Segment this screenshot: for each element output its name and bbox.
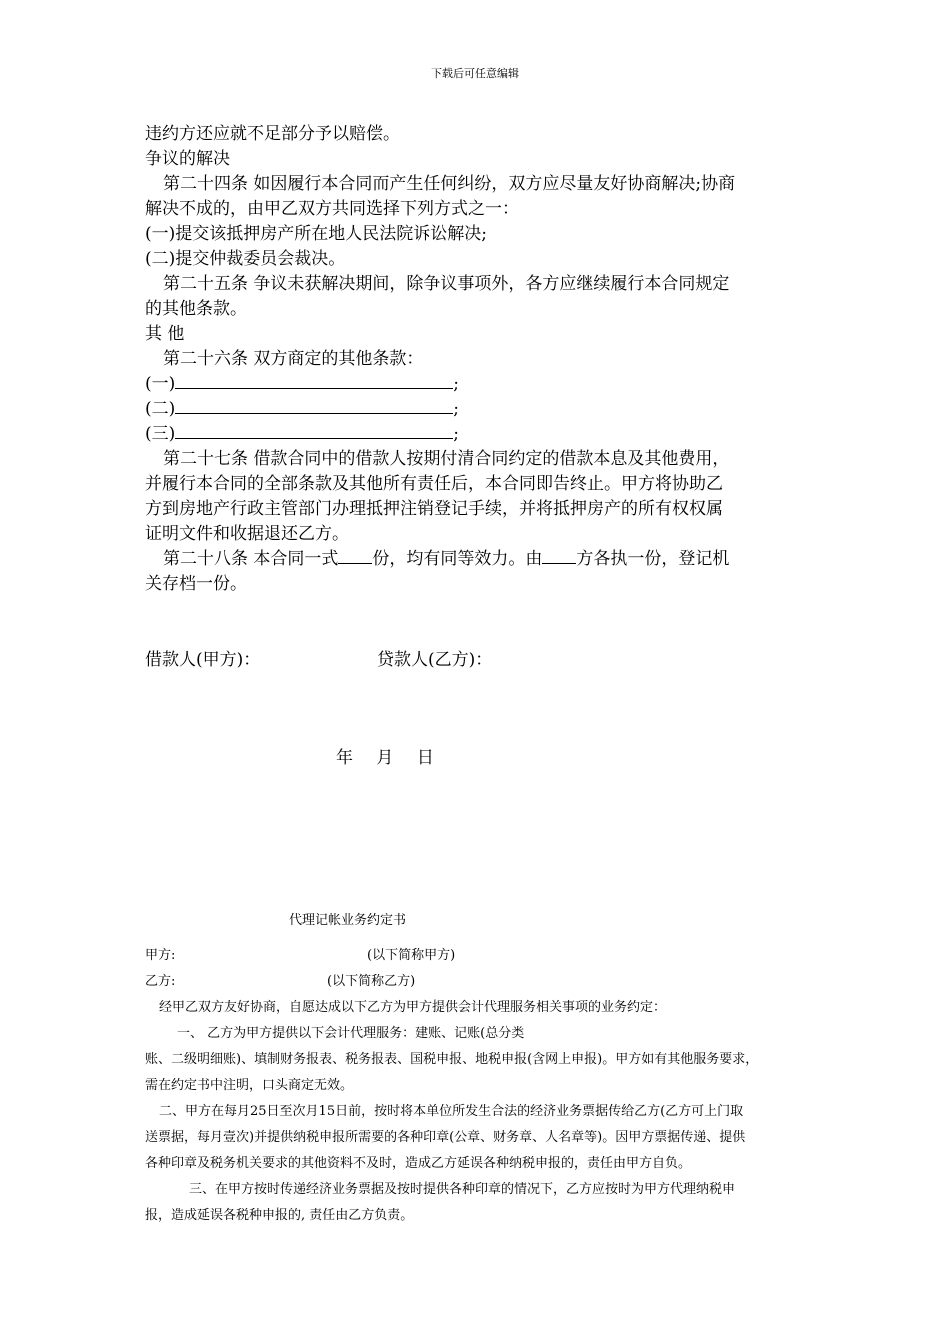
party-blank[interactable] — [542, 547, 576, 564]
contract-clauses — [145, 122, 817, 597]
clause-2-line-3: 各种印章及税务机关要求的其他资料不及时，造成乙方延误各种纳税申报的，责任由甲方自负。 — [145, 1156, 692, 1171]
other-term-2-label: (二) — [145, 399, 176, 419]
article-28-part-1: 第二十八条 本合同一式 — [163, 549, 339, 569]
article-24-line-2: 解决不成的，由甲乙双方共同选择下列方式之一： — [145, 199, 519, 219]
article-26: 第二十六条 双方商定的其他条款： — [163, 349, 424, 369]
clause-1-line-3: 需在约定书中注明，口头商定无效。 — [145, 1078, 354, 1093]
clause-3-line-2: 报，造成延误各税种申报的, 责任由乙方负责。 — [145, 1208, 414, 1223]
section-heading-dispute: 争议的解决 — [145, 149, 230, 169]
agreement-body — [145, 943, 817, 1229]
other-term-1 — [145, 372, 817, 397]
breach-compensation-line: 违约方还应就不足部分予以赔偿。 — [145, 124, 400, 144]
date-month: 月 — [376, 748, 396, 768]
party-a-note: (以下简称甲方) — [367, 948, 456, 963]
article-27-line-2: 并履行本合同的全部条款及其他所有责任后，本合同即告终止。甲方将协助乙 — [145, 474, 723, 494]
party-a-line — [145, 943, 817, 969]
date-year: 年 — [336, 748, 355, 768]
clause-2-line-2: 送票据，每月壹次)并提供纳税申报所需要的各种印章(公章、财务章、人名章等)。因甲方票据传递、提供 — [145, 1130, 746, 1145]
agreement-title: 代理记帐业务约定书 — [289, 913, 407, 928]
other-term-1-label: (一) — [145, 374, 176, 394]
semicolon: ; — [453, 399, 459, 419]
article-27-line-3: 方到房地产行政主管部门办理抵押注销登记手续，并将抵押房产的所有权权属 — [145, 499, 723, 519]
signature-block — [145, 648, 817, 673]
clause-1-line-1: 一、 乙方为甲方提供以下会计代理服务：建账、记账(总分类 — [177, 1026, 525, 1041]
semicolon: ; — [453, 374, 459, 394]
borrower-label: 借款人(甲方)： — [145, 650, 261, 670]
article-28-part-3: 方各执一份，登记机 — [576, 549, 730, 569]
dispute-option-2: (二)提交仲裁委员会裁决。 — [145, 249, 346, 269]
party-b-line — [145, 969, 817, 995]
fill-in-blank[interactable] — [175, 422, 453, 439]
date-line — [336, 746, 450, 771]
party-a-label: 甲方: — [145, 948, 176, 963]
agreement-intro: 经甲乙双方友好协商，自愿达成以下乙方为甲方提供会计代理服务相关事项的业务约定： — [159, 1000, 667, 1015]
party-b-note: (以下简称乙方) — [327, 974, 416, 989]
article-28-line-2: 关存档一份。 — [145, 574, 247, 594]
article-25-line-1: 第二十五条 争议未获解决期间，除争议事项外，各方应继续履行本合同规定 — [163, 274, 730, 294]
clause-1-line-2: 账、二级明细账)、填制财务报表、税务报表、国税申报、地税申报(含网上申报)。甲方如有其他服务要求， — [145, 1052, 759, 1067]
clause-3-line-1: 三、在甲方按时传递经济业务票据及按时提供各种印章的情况下，乙方应按时为甲方代理纳税申 — [189, 1182, 736, 1197]
article-27-line-4: 证明文件和收据退还乙方。 — [145, 524, 349, 544]
fill-in-blank[interactable] — [175, 397, 453, 414]
lender-label: 贷款人(乙方)： — [377, 650, 493, 670]
article-25-line-2: 的其他条款。 — [145, 299, 247, 319]
article-24-line-1: 第二十四条 如因履行本合同而产生任何纠纷，双方应尽量友好协商解决;协商 — [163, 174, 736, 194]
copies-blank[interactable] — [338, 547, 372, 564]
other-term-3-label: (三) — [145, 424, 176, 444]
party-b-label: 乙方: — [145, 974, 176, 989]
other-term-2 — [145, 397, 817, 422]
dispute-option-1: (一)提交该抵押房产所在地人民法院诉讼解决; — [145, 224, 487, 244]
article-27-line-1: 第二十七条 借款合同中的借款人按期付清合同约定的借款本息及其他费用， — [163, 449, 730, 469]
page-header: 下载后可任意编辑 — [431, 67, 519, 80]
article-28-part-2: 份，均有同等效力。由 — [372, 549, 543, 569]
section-heading-other: 其 他 — [145, 324, 185, 344]
fill-in-blank[interactable] — [175, 372, 453, 389]
other-term-3 — [145, 422, 817, 447]
semicolon: ; — [453, 424, 459, 444]
clause-2-line-1: 二、甲方在每月25日至次月15日前，按时将本单位所发生合法的经济业务票据传给乙方(乙方可上门取 — [159, 1104, 744, 1119]
article-28-line-1 — [145, 547, 817, 572]
date-day: 日 — [416, 748, 436, 768]
